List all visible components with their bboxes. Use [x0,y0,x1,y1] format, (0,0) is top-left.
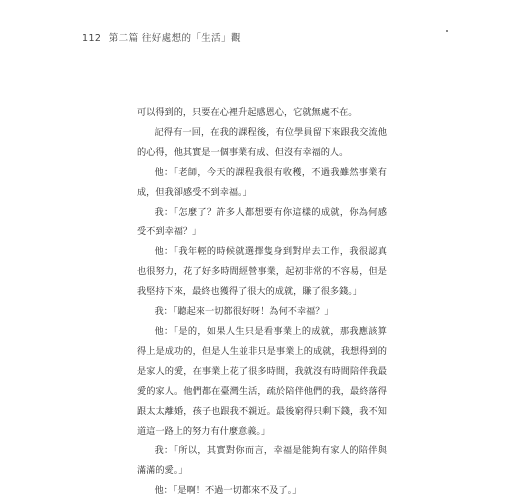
paragraph: 可以得到的，只要在心裡升起感恩心，它就無處不在。 [137,107,358,118]
paragraph: 他：「是的，如果人生只是看事業上的成就，那我應該算得上是成功的，但是人生並非只是事業上的成就，我想得到的是家人的愛，在事業上花了很多時間，我就沒有時間陪伴我最愛的家人。他們都在臺灣生活，疏於陪伴他們的我，最終落得跟太太離婚，孩子也跟我不親近。最後窮得只剩下錢，我不知道這一路上的努力有什麼意義。」 [137,325,387,437]
paragraph: 我：「所以，其實對你而言，幸福是能夠有家人的陪伴與滿滿的愛。」 [137,445,387,477]
paragraph: 他：「我年輕的時候就選擇隻身到對岸去工作，我很認真也很努力，花了好多時間經營事業，起初非常的不容易，但是我堅持下來，最終也獲得了很大的成就，賺了很多錢。」 [137,246,387,298]
paragraph: 記得有一回，在我的課程後，有位學員留下來跟我交流他的心得，他其實是一個事業有成、但沒有幸福的人。 [137,126,387,158]
chapter-title: 第二篇 往好處想的「生活」觀 [108,33,241,44]
paragraph: 他：「是啊！不過一切都來不及了。」 [154,485,302,497]
body-text [137,103,387,501]
paragraph: 他：「老師，今天的課程我很有收穫，不過我雖然事業有成，但我卻感受不到幸福。」 [137,166,387,198]
paragraph: 我：「怎麼了？許多人都想要有你這樣的成就，你為何感受不到幸福？」 [137,206,387,238]
corner-mark [446,30,448,32]
page-number: 112 [82,33,102,44]
running-header [82,30,241,44]
paragraph: 我：「聽起來一切都很好呀！為何不幸福？」 [154,306,334,318]
